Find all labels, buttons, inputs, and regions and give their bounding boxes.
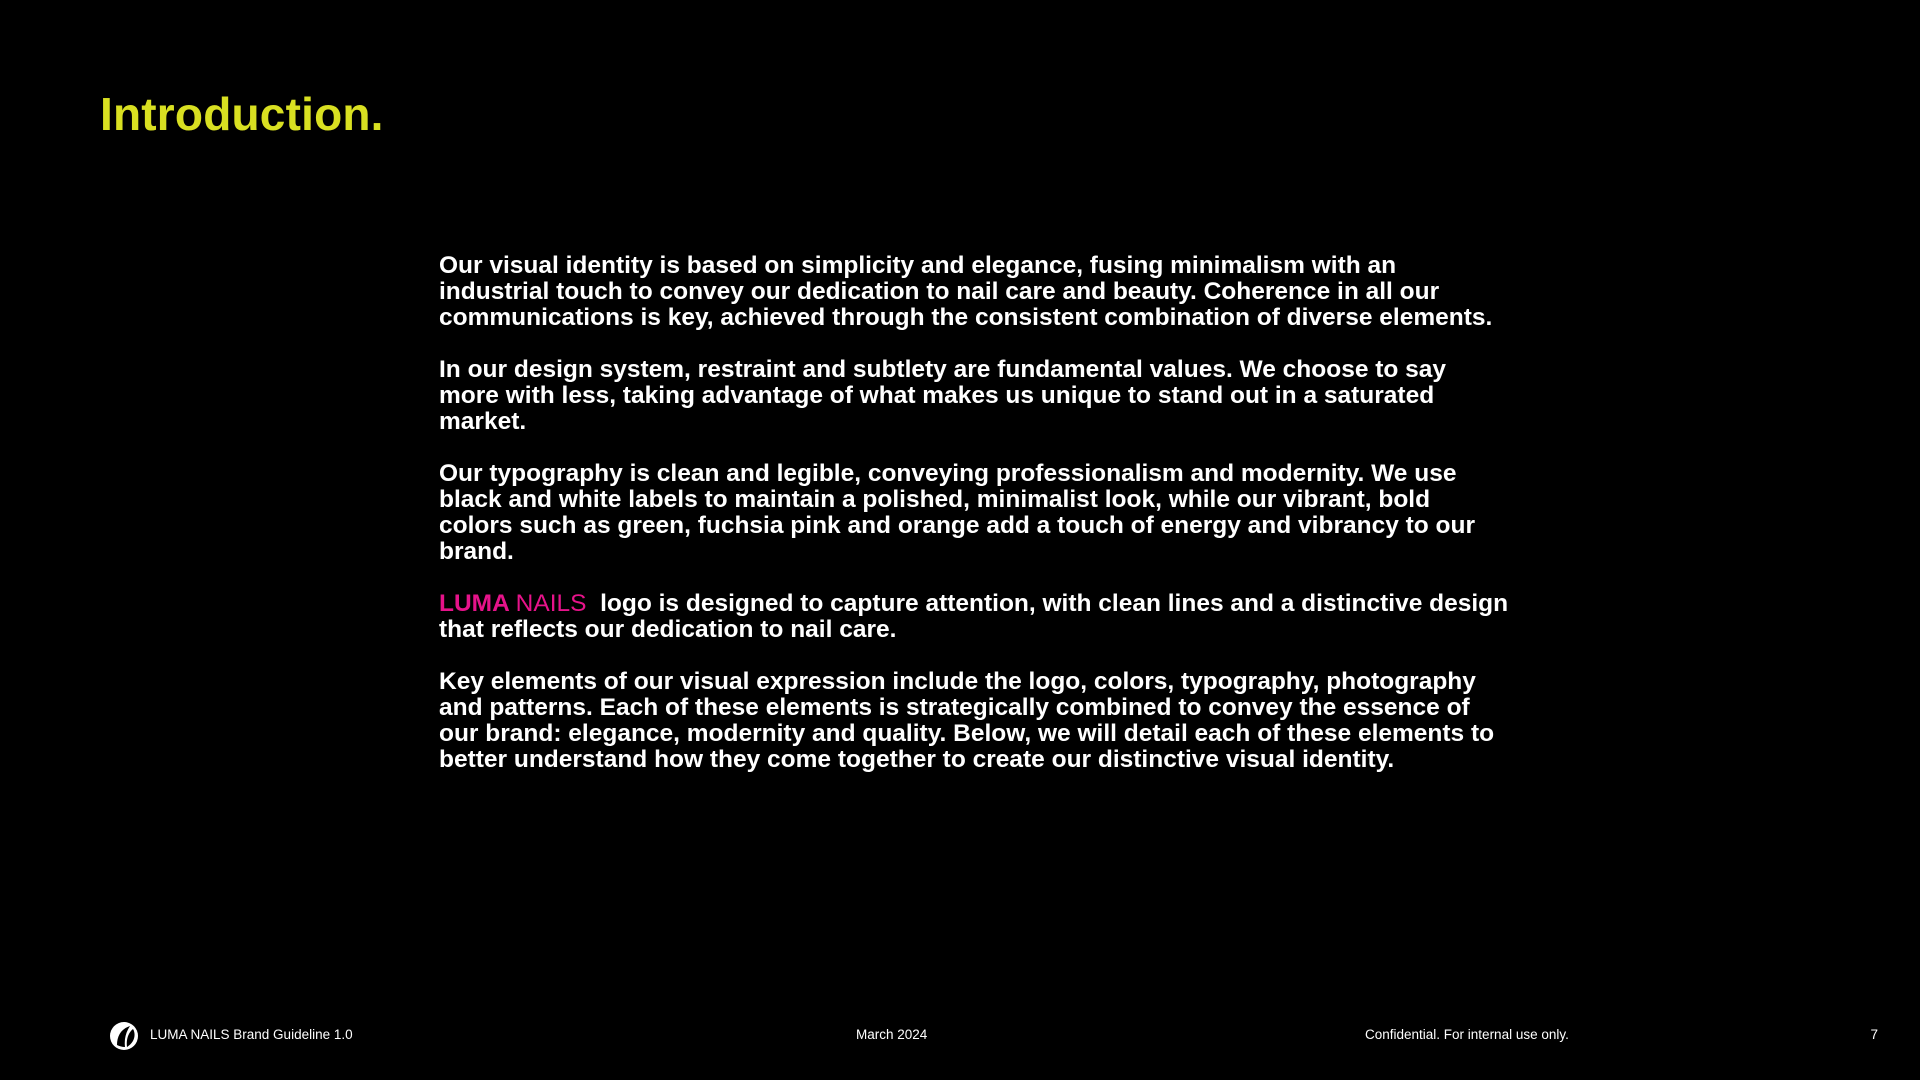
paragraph-typography: Our typography is clean and legible, conveying professionalism and modernity. We use black and white labels to maintain a polished, minimalist look, while our vibrant, bold colors such as green, fuchsia pink and orange add a touch of energy and vibrancy to our brand. <box>439 460 1476 565</box>
paragraph-key-elements: Key elements of our visual expression include the logo, colors, typography, photography and patterns. Each of these elements is strategically combined to convey the essence of our brand: elegance, modernity and quality. Below, we will detail each of these elements to better understand how they come together to create our distinctive visual identity. <box>439 668 1495 773</box>
inline-logo-nails: NAILS <box>515 590 587 617</box>
paragraph-logo <box>439 591 1509 643</box>
footer-confidential-note: Confidential. For internal use only. <box>1365 1027 1569 1042</box>
footer-date: March 2024 <box>856 1027 928 1042</box>
footer <box>0 1015 1920 1055</box>
introduction-body <box>439 253 1509 799</box>
luma-nails-logo-icon <box>108 1020 140 1052</box>
paragraph-visual-identity: Our visual identity is based on simplicity and elegance, fusing minimalism with an industrial touch to convey our dedication to nail care and beauty. Coherence in all our communications is key, achieved through the consistent combination of diverse elements. <box>439 252 1493 331</box>
paragraph-logo-text: logo is designed to capture attention, with clean lines and a distinctive design that reflects our dedication to nail care. <box>439 590 1509 643</box>
page-number: 7 <box>1870 1027 1878 1042</box>
footer-brand-label: LUMA NAILS Brand Guideline 1.0 <box>150 1027 353 1042</box>
paragraph-design-system: In our design system, restraint and subtlety are fundamental values. We choose to say more with less, taking advantage of what makes us unique to stand out in a saturated market. <box>439 356 1447 435</box>
inline-logo-luma: LUMA <box>439 590 509 617</box>
page-title: Introduction. <box>100 88 384 140</box>
